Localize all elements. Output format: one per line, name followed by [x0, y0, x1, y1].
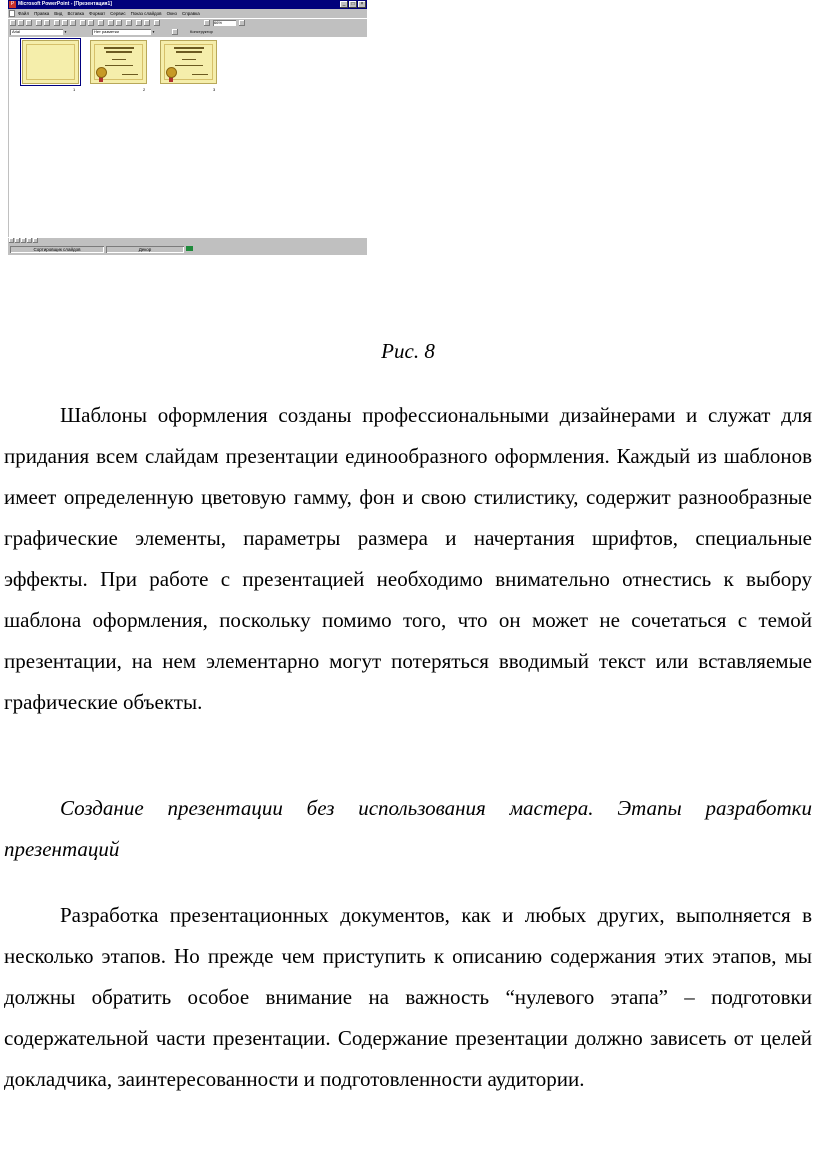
- spellcheck-icon[interactable]: [44, 20, 50, 26]
- menu-tools[interactable]: Сервис: [110, 11, 126, 16]
- slide-view-icon[interactable]: [21, 238, 26, 243]
- help-icon[interactable]: [239, 20, 245, 26]
- paragraph-templates: Шаблоны оформления созданы профессиональными дизайнерами и служат для придания всем слайдам презентации единообразного оформления. Каждый из шаблонов имеет определенную цветовую гамму, фон и свою стилистику, содержит разнообразные графические элементы, параметры размера и начертания шрифтов, специальные эффекты. При работе с презентацией необходимо внимательно отнестись к выбору шаблона оформления, поскольку помимо того, что он может не сочетаться с темой презентации, на нем элементарно могут потеряться вводимый текст или вставляемые графические объекты.: [4, 403, 812, 714]
- formatting-toolbar: [8, 28, 367, 37]
- sorter-view-icon[interactable]: [27, 238, 32, 243]
- status-view-name: Сортировщик слайдов: [10, 246, 104, 253]
- thumbnail-text-line: [182, 59, 196, 60]
- menu-bar: [8, 9, 367, 18]
- menu-format[interactable]: Формат: [89, 11, 106, 16]
- insert-table-icon[interactable]: [108, 20, 114, 26]
- powerpoint-app-icon: P: [10, 1, 15, 7]
- font-size-icon[interactable]: [172, 29, 178, 35]
- zoom-select[interactable]: 66%: [213, 20, 236, 26]
- grayscale-icon[interactable]: [154, 20, 160, 26]
- font-name-select[interactable]: [10, 29, 68, 35]
- layout-value: Нет разметки: [94, 29, 119, 34]
- close-button[interactable]: ×: [358, 1, 366, 8]
- spelling-status-icon: [186, 246, 193, 251]
- menu-help[interactable]: Справка: [182, 11, 200, 16]
- chevron-down-icon: ▼: [64, 30, 67, 34]
- thumbnail-title-line: [176, 51, 202, 53]
- maximize-button[interactable]: □: [349, 1, 357, 8]
- status-bar: [8, 244, 367, 255]
- slide-number: 3: [213, 87, 216, 92]
- chevron-down-icon: ▼: [152, 30, 155, 34]
- outline-view-icon[interactable]: [15, 238, 20, 243]
- thumbnail-text-line: [105, 65, 133, 66]
- menu-window[interactable]: Окно: [166, 11, 178, 16]
- layout-select[interactable]: [92, 29, 156, 35]
- menu-slide-show[interactable]: Показ слайдов: [130, 11, 162, 16]
- slide-thumbnail[interactable]: [90, 40, 147, 84]
- thumbnail-title-line: [106, 51, 132, 53]
- slide-thumbnail[interactable]: [160, 40, 217, 84]
- hyperlink-icon[interactable]: [98, 20, 104, 26]
- standard-toolbar: [8, 18, 367, 28]
- save-icon[interactable]: [26, 20, 32, 26]
- slideshow-view-icon[interactable]: [33, 238, 38, 243]
- cut-icon[interactable]: [54, 20, 60, 26]
- thumbnail-frame: [26, 44, 75, 80]
- slide-thumbnail[interactable]: [22, 40, 79, 84]
- seal-icon: [96, 67, 107, 78]
- paste-icon[interactable]: [70, 20, 76, 26]
- font-name-value: Arial: [12, 29, 21, 34]
- signature-line: [192, 74, 208, 75]
- window-controls: [340, 1, 366, 8]
- section-heading: Создание презентации без использования мастера. Этапы разработки презентаций: [4, 796, 812, 861]
- slide-number: 1: [73, 87, 76, 92]
- document-icon[interactable]: [9, 10, 15, 17]
- expand-icon[interactable]: [136, 20, 142, 26]
- menu-file[interactable]: Файл: [18, 11, 30, 16]
- thumbnail-text-line: [175, 65, 203, 66]
- design-button[interactable]: Конструктор: [190, 29, 213, 34]
- menu-view[interactable]: Вид: [54, 11, 63, 16]
- powerpoint-screenshot: [8, 0, 367, 255]
- slide-sorter-area: [8, 37, 367, 237]
- redo-icon[interactable]: [88, 20, 94, 26]
- slide-number: 2: [143, 87, 146, 92]
- insert-chart-icon[interactable]: [116, 20, 122, 26]
- thumbnail-title-line: [104, 47, 134, 49]
- open-file-icon[interactable]: [18, 20, 24, 26]
- seal-icon: [166, 67, 177, 78]
- signature-line: [122, 74, 138, 75]
- new-file-icon[interactable]: [10, 20, 16, 26]
- thumbnail-text-line: [112, 59, 126, 60]
- copy-icon[interactable]: [62, 20, 68, 26]
- new-slide-icon[interactable]: [126, 20, 132, 26]
- title-bar: [8, 0, 367, 9]
- window-title: Microsoft PowerPoint - [Презентация1]: [18, 1, 112, 7]
- minimize-button[interactable]: _: [340, 1, 348, 8]
- undo-icon[interactable]: [80, 20, 86, 26]
- chart-icon[interactable]: [204, 20, 210, 26]
- print-icon[interactable]: [36, 20, 42, 26]
- show-formatting-icon[interactable]: [144, 20, 150, 26]
- normal-view-icon[interactable]: [9, 238, 14, 243]
- menu-edit[interactable]: Правка: [34, 11, 50, 16]
- figure-caption: Рис. 8: [381, 339, 435, 363]
- menu-insert[interactable]: Вставка: [67, 11, 85, 16]
- status-design-name: Декор: [106, 246, 184, 253]
- thumbnail-title-line: [174, 47, 204, 49]
- paragraph-stages: Разработка презентационных документов, как и любых других, выполняется в несколько этапов. Но прежде чем приступить к описанию содержания этих этапов, мы должны обратить особое внимание на важность “нулевого этапа” – подготовки содержательной части презентации. Содержание презентации должно зависеть от целей докладчика, заинтересованности и подготовленности аудитории.: [4, 903, 812, 1091]
